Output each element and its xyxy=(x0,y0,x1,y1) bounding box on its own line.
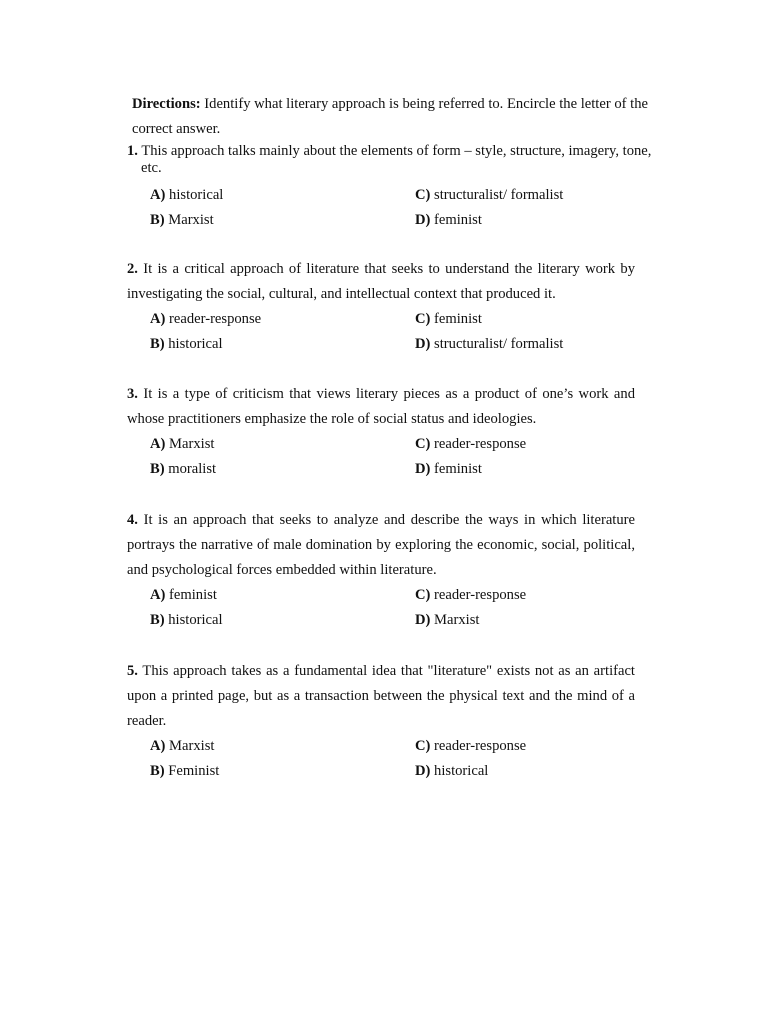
choice-letter: B) xyxy=(150,461,165,477)
choice-b[interactable] xyxy=(150,208,214,233)
choice-c[interactable] xyxy=(415,734,526,759)
question-2 xyxy=(127,257,635,357)
question-text xyxy=(127,382,635,432)
choice-c[interactable] xyxy=(415,583,526,608)
choice-text: reader-response xyxy=(165,311,262,327)
question-1 xyxy=(127,143,652,233)
choice-letter: C) xyxy=(415,436,431,452)
choice-letter: C) xyxy=(415,587,431,603)
question-text xyxy=(127,508,635,583)
choice-text: historical xyxy=(165,187,224,203)
question-body: It is a type of criticism that views literary pieces as a product of one’s work and whose practitioners emphasize the role of social status and ideologies. xyxy=(127,386,635,427)
directions xyxy=(132,92,652,142)
choice-text: historical xyxy=(164,336,223,352)
choice-letter: A) xyxy=(150,187,166,203)
choice-c[interactable] xyxy=(415,183,563,208)
choice-text: Marxist xyxy=(430,612,480,628)
choice-letter: A) xyxy=(150,436,166,452)
choice-letter: C) xyxy=(415,311,431,327)
choice-letter: D) xyxy=(415,461,431,477)
choice-letter: D) xyxy=(415,612,431,628)
choice-letter: A) xyxy=(150,311,166,327)
choice-c[interactable] xyxy=(415,307,482,332)
choice-text: reader-response xyxy=(430,587,527,603)
choice-text: feminist xyxy=(430,212,482,228)
choice-letter: D) xyxy=(415,212,431,228)
choices xyxy=(127,734,635,784)
choice-letter: B) xyxy=(150,763,165,779)
choices xyxy=(127,183,635,233)
choice-b[interactable] xyxy=(150,332,223,357)
choice-letter: D) xyxy=(415,336,431,352)
choice-d[interactable] xyxy=(415,457,482,482)
choices xyxy=(127,307,635,357)
question-number: 1. xyxy=(127,143,138,159)
choice-text: historical xyxy=(430,763,489,779)
choice-d[interactable] xyxy=(415,332,563,357)
question-4 xyxy=(127,508,635,633)
choice-text: historical xyxy=(164,612,223,628)
choice-text: Marxist xyxy=(164,212,214,228)
choice-a[interactable] xyxy=(150,734,214,759)
choice-letter: C) xyxy=(415,187,431,203)
question-number: 3. xyxy=(127,386,138,402)
choice-letter: C) xyxy=(415,738,431,754)
choice-a[interactable] xyxy=(150,432,214,457)
choice-text: Feminist xyxy=(164,763,220,779)
choice-text: feminist xyxy=(165,587,217,603)
question-text xyxy=(127,659,635,734)
directions-text: Identify what literary approach is being referred to. Encircle the letter of the correct answer. xyxy=(132,96,648,137)
choice-letter: B) xyxy=(150,612,165,628)
question-number: 4. xyxy=(127,512,138,528)
choice-text: reader-response xyxy=(430,436,527,452)
question-body: This approach talks mainly about the elements of form – style, structure, imagery, tone, etc. xyxy=(137,143,652,176)
choice-letter: D) xyxy=(415,763,431,779)
choice-text: Marxist xyxy=(165,436,215,452)
choices xyxy=(127,432,635,482)
question-5 xyxy=(127,659,635,784)
question-body: It is an approach that seeks to analyze and describe the ways in which literature portrays the narrative of male domination by exploring the economic, social, political, and psychological forces embedded within literature. xyxy=(127,512,635,578)
question-body: This approach takes as a fundamental idea that "literature" exists not as an artifact upon a printed page, but as a transaction between the physical text and the mind of a reader. xyxy=(127,663,635,729)
choice-text: Marxist xyxy=(165,738,215,754)
question-text xyxy=(127,143,671,177)
choice-b[interactable] xyxy=(150,457,216,482)
choice-letter: B) xyxy=(150,336,165,352)
choice-text: reader-response xyxy=(430,738,527,754)
directions-label: Directions: xyxy=(132,96,201,112)
choice-text: structuralist/ formalist xyxy=(430,336,564,352)
choice-a[interactable] xyxy=(150,583,217,608)
question-3 xyxy=(127,382,635,482)
choice-a[interactable] xyxy=(150,183,223,208)
choice-d[interactable] xyxy=(415,608,479,633)
choice-a[interactable] xyxy=(150,307,261,332)
choice-c[interactable] xyxy=(415,432,526,457)
choice-letter: B) xyxy=(150,212,165,228)
question-number: 2. xyxy=(127,261,138,277)
choice-text: feminist xyxy=(430,461,482,477)
choice-text: structuralist/ formalist xyxy=(430,187,564,203)
choice-d[interactable] xyxy=(415,759,488,784)
choice-d[interactable] xyxy=(415,208,482,233)
choice-letter: A) xyxy=(150,738,166,754)
choices xyxy=(127,583,635,633)
question-number: 5. xyxy=(127,663,138,679)
choice-letter: A) xyxy=(150,587,166,603)
choice-b[interactable] xyxy=(150,608,223,633)
question-body: It is a critical approach of literature that seeks to understand the literary work by investigating the social, cultural, and intellectual context that produced it. xyxy=(127,261,635,302)
choice-text: feminist xyxy=(430,311,482,327)
choice-b[interactable] xyxy=(150,759,219,784)
choice-text: moralist xyxy=(164,461,217,477)
question-text xyxy=(127,257,635,307)
